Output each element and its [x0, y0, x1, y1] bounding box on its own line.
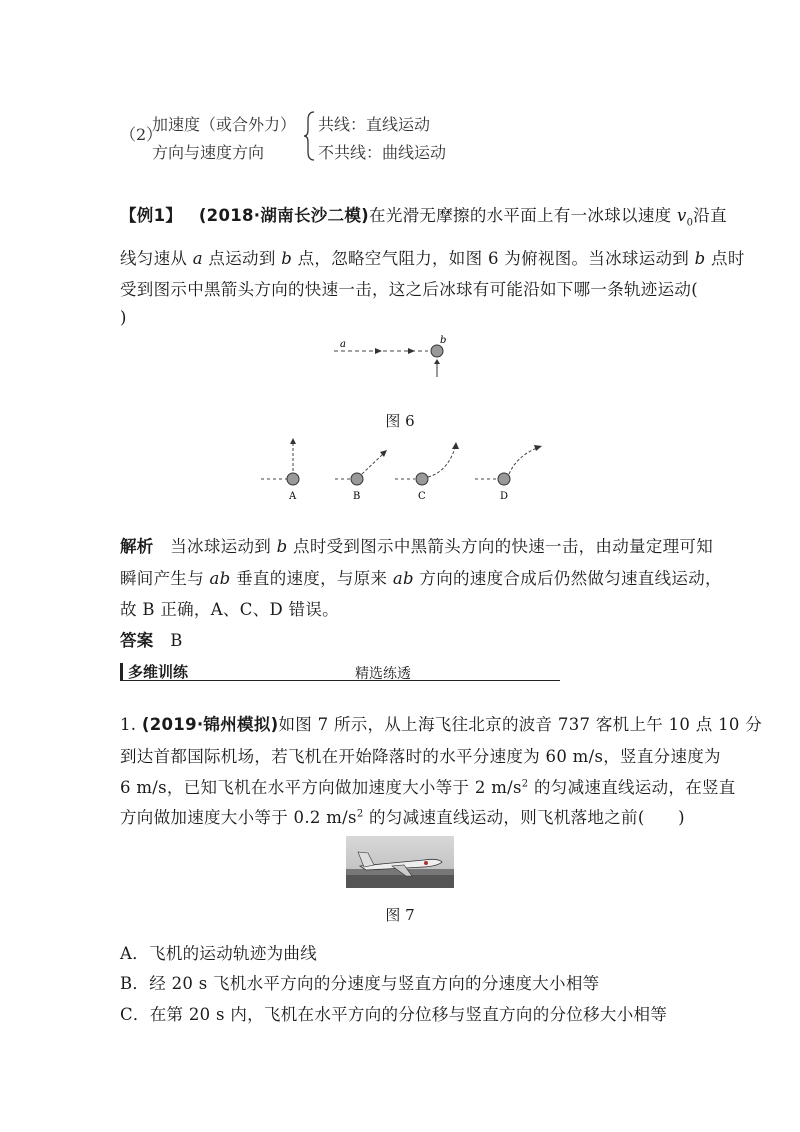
analysis-line-1: [120, 533, 713, 557]
q1-line-2: 到达首都国际机场，若飞机在开始降落时的水平分速度为 60 m/s，竖直分速度为: [120, 747, 721, 766]
example-text-2d: 点时: [705, 249, 745, 268]
figure-6: [320, 335, 470, 385]
analysis-point-b: b: [276, 537, 288, 556]
brace-icon: [304, 110, 316, 162]
fig6-hit-arrowhead: [434, 359, 440, 364]
analysis-ab-1: ab: [209, 569, 231, 588]
example-spacer: [188, 206, 199, 225]
option-c-label: C: [418, 491, 426, 502]
option-d-puck: [498, 473, 510, 485]
summary-number: （2）: [120, 125, 163, 144]
fig6-arrow-2: [408, 348, 415, 354]
answer-line: [120, 627, 183, 651]
option-a-puck: [287, 473, 299, 485]
answer-value: B: [170, 631, 183, 650]
answer-label: 答案: [120, 631, 154, 650]
v0-subscript: 0: [686, 217, 694, 229]
q1-text-1: 如图 7 所示，从上海飞往北京的波音 737 客机上午 10 点 10 分: [278, 715, 763, 734]
section-subtitle: 精选练透: [355, 666, 411, 682]
figure-7-caption: 图 7: [385, 906, 415, 924]
q1-option-a: A．飞机的运动轨迹为曲线: [120, 944, 318, 963]
point-a: a: [192, 249, 203, 268]
photo-ground: [346, 874, 454, 888]
analysis-line-3: 故 B 正确，A、C、D 错误。: [120, 600, 339, 619]
section-marker: [120, 663, 123, 680]
example-line-4: ): [120, 308, 127, 327]
analysis-text-2c: 方向的速度合成后仍然做匀速直线运动，: [413, 569, 722, 588]
summary-right-line2: 不共线：曲线运动: [318, 143, 447, 162]
option-c-arrowhead: [452, 442, 459, 449]
example-text-2a: 线匀速从: [120, 249, 193, 268]
option-d-label: D: [500, 491, 509, 502]
analysis-text-2b: 垂直的速度，与原来: [230, 569, 393, 588]
q1-source: (2019·锦州模拟): [141, 715, 279, 734]
q1-text-3b: 的匀减速直线运动，在竖直: [528, 778, 736, 797]
option-b-puck: [351, 473, 363, 485]
options-figure: [255, 432, 555, 504]
example-text-2b: 点运动到: [202, 249, 282, 268]
q1-line-3: [120, 774, 736, 798]
example-line-3: 受到图示中黑箭头方向的快速一击，这之后冰球有可能沿如下哪一条轨迹运动(: [120, 280, 698, 299]
q1-number: 1.: [120, 715, 142, 734]
section-title: 多维训练: [128, 663, 189, 681]
analysis-spacer: [159, 537, 170, 556]
q1-option-b: B．经 20 s 飞机水平方向的分速度与竖直方向的分速度大小相等: [120, 974, 600, 993]
section-header: [120, 663, 560, 681]
fig6-puck: [431, 345, 443, 357]
fig6-arrow-1: [375, 348, 382, 354]
q1-sup-4: 2: [356, 808, 364, 820]
analysis-line-2: [120, 565, 722, 589]
airplane-photo: [346, 836, 454, 888]
analysis-label: 解析: [120, 537, 154, 556]
q1-text-4a: 方向做加速度大小等于 0.2 m/s: [120, 808, 357, 827]
option-d-arrowhead: [534, 445, 542, 451]
option-b-label: B: [353, 491, 361, 502]
fig6-label-b: b: [440, 335, 447, 346]
q1-line-4: [120, 804, 685, 828]
example-tag: 【例1】: [120, 206, 183, 225]
answer-spacer: [159, 631, 170, 650]
analysis-text-1a: 当冰球运动到: [170, 537, 277, 556]
option-b-trajectory: [362, 454, 383, 474]
fig6-label-a: a: [340, 339, 346, 350]
airplane-logo: [424, 861, 428, 865]
option-d-trajectory: [509, 448, 537, 474]
example-line-1: [120, 202, 727, 228]
example-text-2c: 点，忽略空气阻力，如图 6 为俯视图。当冰球运动到: [292, 249, 695, 268]
q1-line-1: [120, 711, 762, 735]
summary-left-line1: 加速度（或合外力）: [152, 115, 297, 134]
v0-symbol: v: [676, 206, 687, 225]
example-text-1b: 沿直: [693, 206, 727, 225]
figure-6-caption: 图 6: [385, 412, 415, 430]
example-line-2: [120, 245, 745, 269]
point-b: b: [281, 249, 293, 268]
summary-left-line2: 方向与速度方向: [152, 143, 265, 162]
example-text-1a: 在光滑无摩擦的水平面上有一冰球以速度: [369, 206, 677, 225]
analysis-text-2a: 瞬间产生与: [120, 569, 210, 588]
analysis-text-1b: 点时受到图示中黑箭头方向的快速一击，由动量定理可知: [287, 537, 714, 556]
option-a-label: A: [289, 491, 297, 502]
q1-text-3a: 6 m/s，已知飞机在水平方向做加速度大小等于 2 m/s: [120, 778, 522, 797]
q1-text-4b: 的匀减速直线运动，则飞机落地之前( ): [363, 808, 685, 827]
q1-sup-3: 2: [521, 778, 529, 790]
option-c-puck: [416, 473, 428, 485]
point-b-2: b: [694, 249, 706, 268]
summary-right-line1: 共线：直线运动: [318, 115, 431, 134]
q1-option-c: C．在第 20 s 内，飞机在水平方向的分位移与竖直方向的分位移大小相等: [120, 1005, 668, 1024]
option-a-arrowhead: [290, 438, 296, 444]
analysis-ab-2: ab: [392, 569, 414, 588]
summary-block: [120, 108, 500, 164]
example-source: (2018·湖南长沙二模): [198, 206, 370, 225]
option-c-trajectory: [428, 448, 455, 477]
